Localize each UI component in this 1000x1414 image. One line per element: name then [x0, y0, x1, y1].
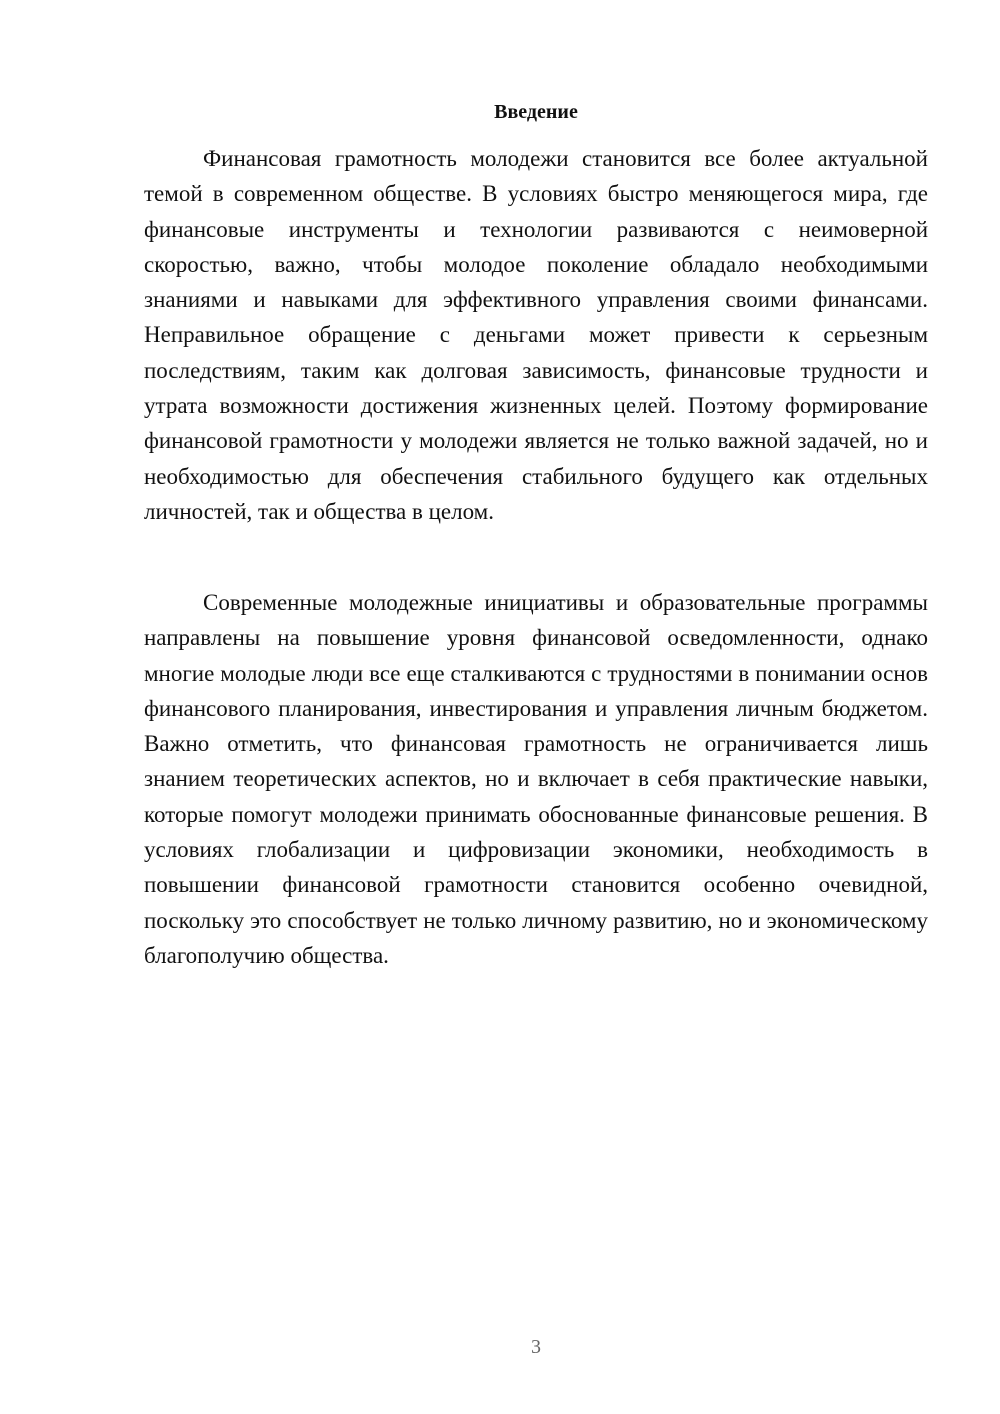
paragraph-2: Современные молодежные инициативы и образовательные программы направлены на повышение уровня финансовой осведомленности, однако многие молодые люди все еще сталкиваются с трудностями в понимании основ финансового планирования, инвестирования и управления личным бюджетом. Важно отметить, что финансовая грамотность не ограничивается лишь знанием теоретических аспектов, но и включает в себя практические навыки, которые помогут молодежи принимать обоснованные финансовые решения. В условиях глобализации и цифровизации экономики, необходимость в повышении финансовой грамотности становится особенно очевидной, поскольку это способствует не только личному развитию, но и экономическому благополучию общества. — [144, 590, 928, 968]
section-title: Введение — [494, 101, 578, 123]
page-number: 3 — [531, 1336, 541, 1358]
paragraph-1: Финансовая грамотность молодежи становится все более актуальной темой в современном обществе. В условиях быстро меняющегося мира, где финансовые инструменты и технологии развиваются с неимоверной скоростью, важно, чтобы молодое поколение обладало необходимыми знаниями и навыками для эффективного управления своими финансами. Неправильное обращение с деньгами может привести к серьезным последствиям, таким как долговая зависимость, финансовые трудности и утрата возможности достижения жизненных целей. Поэтому формирование финансовой грамотности у молодежи является не только важной задачей, но и необходимостью для обеспечения стабильного будущего как отдельных личностей, так и общества в целом. — [144, 146, 928, 524]
